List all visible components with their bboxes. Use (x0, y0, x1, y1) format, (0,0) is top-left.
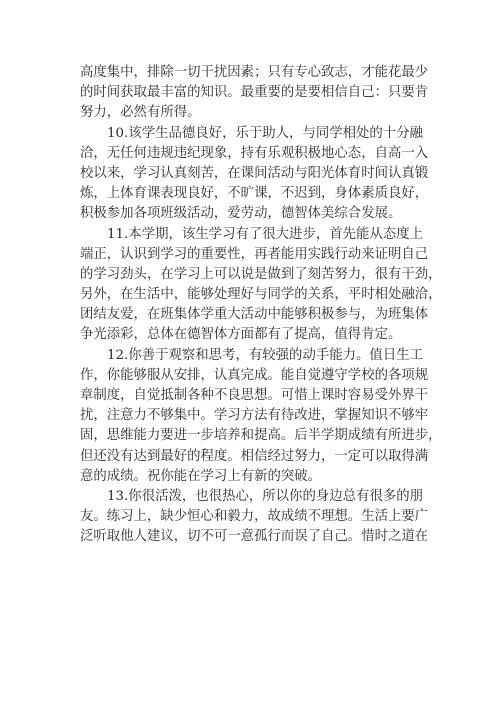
text-line: 的时间获取最丰富的知识。最重要的是要相信自己：只要肯 (80, 85, 429, 101)
text-line: 的学习劲头，在学习上可以说是做到了刻苦努力，很有干劲， (80, 266, 442, 282)
text-line: 努力，必然有所得。 (80, 105, 201, 121)
paragraph (80, 63, 429, 124)
text-line: 10.该学生品德良好，乐于助人，与同学相处的十分融 (107, 125, 423, 141)
text-line: 另外，在生活中，能够处理好与同学的关系，平时相处融洽， (80, 287, 442, 303)
text-line: 高度集中，排除一切干扰因素；只有专心致志，才能花最少 (80, 65, 429, 80)
paragraph (80, 346, 442, 487)
text-line: 13.你很活泼，也很热心，所以你的身边总有很多的朋 (107, 488, 423, 504)
text-line: 但还没有达到最好的程度。相信经过努力，一定可以取得满 (80, 448, 429, 464)
text-line: 章制度，自觉抵制各种不良思想。可惜上课时容易受外界干 (80, 388, 429, 403)
text-line: 泛听取他人建议，切不可一意孤行而误了自己。惜时之道在 (80, 529, 429, 545)
text-line: 洽，无任何违规违纪现象，持有乐观积极地心态，自高一入 (80, 145, 429, 161)
text-line: 友。练习上，缺少恒心和毅力，故成绩不理想。生活上要广 (80, 509, 429, 525)
text-line: 校以来，学习认真刻苦，在课间活动与阳光体育时间认真锻 (80, 165, 429, 181)
text-line: 11.本学期，该生学习有了很大进步，首先能从态度上 (107, 226, 423, 242)
text-line: 意的成绩。祝你能在学习上有新的突破。 (80, 468, 322, 484)
paragraph (80, 225, 442, 346)
text-line: 12.你善于观察和思考，有较强的动手能力。值日生工 (107, 347, 423, 363)
text-line: 作，你能够服从安排，认真完成。能自觉遵守学校的各项规 (80, 367, 429, 383)
text-line: 端正，认识到学习的重要性，再者能用实践行动来证明自己 (80, 246, 429, 262)
paragraph (80, 487, 429, 548)
document-body (80, 63, 442, 548)
text-line: 争光添彩，总体在德智体方面都有了提高，值得肯定。 (80, 327, 402, 343)
text-line: 积极参加各项班级活动，爱劳动，德智体美综合发展。 (80, 206, 402, 222)
paragraph (80, 124, 429, 225)
text-line: 炼，上体育课表现良好，不旷课，不迟到，身体素质良好， (80, 186, 429, 202)
text-line: 扰，注意力不够集中。学习方法有待改进，掌握知识不够牢 (80, 408, 429, 424)
text-line: 固，思维能力要进一步培养和提高。后半学期成绩有所进步， (80, 428, 442, 444)
text-line: 团结友爱，在班集体学重大活动中能够积极参与，为班集体 (80, 307, 429, 323)
